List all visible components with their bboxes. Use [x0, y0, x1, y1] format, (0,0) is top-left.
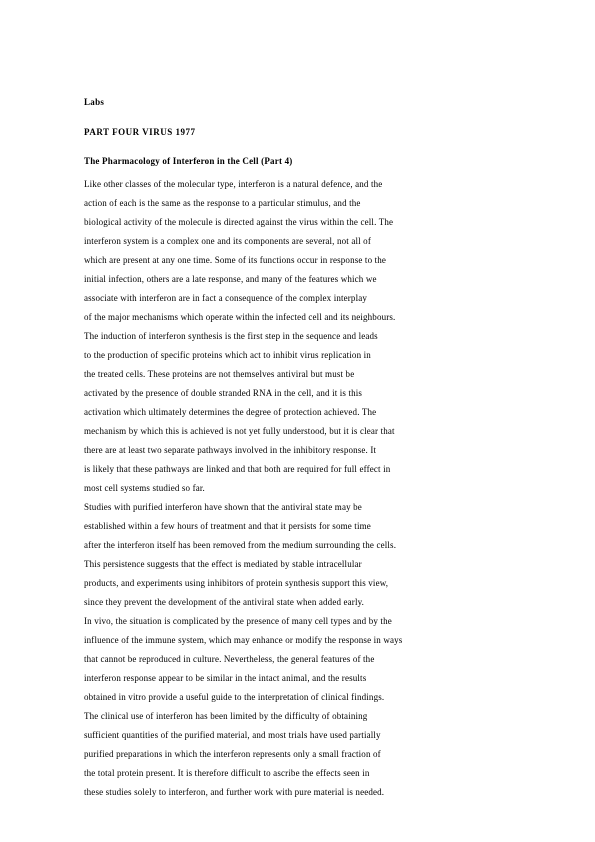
body-text-line: This persistence suggests that the effect is mediated by stable intracellular: [84, 559, 362, 569]
body-text-line: activated by the presence of double stranded RNA in the cell, and it is this: [84, 388, 363, 398]
document-label: Labs: [84, 97, 105, 107]
body-text-line: the total protein present. It is therefore difficult to ascribe the effects seen in: [84, 768, 370, 778]
body-text-line: there are at least two separate pathways involved in the inhibitory response. It: [84, 445, 377, 455]
body-text-line: initial infection, others are a late response, and many of the features which we: [84, 274, 377, 284]
body-text-line: The induction of interferon synthesis is the first step in the sequence and leads: [84, 331, 378, 341]
body-text-line: after the interferon itself has been removed from the medium surrounding the cells.: [84, 540, 397, 550]
body-text-line: is likely that these pathways are linked and that both are required for full effect in: [84, 464, 391, 474]
body-text-line: mechanism by which this is achieved is not yet fully understood, but it is clear that: [84, 426, 395, 436]
body-text-line: products, and experiments using inhibitors of protein synthesis support this view,: [84, 578, 389, 588]
body-text-line: interferon response appear to be similar in the intact animal, and the results: [84, 673, 367, 683]
body-text-line: action of each is the same as the response to a particular stimulus, and the: [84, 198, 361, 208]
body-text-line: since they prevent the development of the antiviral state when added early.: [84, 597, 365, 607]
body-text-line: activation which ultimately determines the degree of protection achieved. The: [84, 407, 377, 417]
body-text-line: most cell systems studied so far.: [84, 483, 205, 493]
body-text-line: associate with interferon are in fact a consequence of the complex interplay: [84, 293, 368, 303]
body-text-line: of the major mechanisms which operate within the infected cell and its neighbours.: [84, 312, 396, 322]
body-text-line: sufficient quantities of the purified material, and most trials have used partially: [84, 730, 381, 740]
body-text-line: Like other classes of the molecular type, interferon is a natural defence, and the: [84, 179, 383, 189]
body-text-line: influence of the immune system, which may enhance or modify the response in ways: [84, 635, 403, 645]
body-text-line: established within a few hours of treatment and that it persists for some time: [84, 521, 371, 531]
body-text-line: purified preparations in which the interferon represents only a small fraction of: [84, 749, 381, 759]
section-heading: The Pharmacology of Interferon in the Cell (Part 4): [84, 156, 293, 166]
document-subtitle: PART FOUR VIRUS 1977: [84, 127, 196, 137]
body-text-line: Studies with purified interferon have shown that the antiviral state may be: [84, 502, 362, 512]
body-text-line: interferon system is a complex one and its components are several, not all of: [84, 236, 371, 246]
body-text-line: the treated cells. These proteins are not themselves antiviral but must be: [84, 369, 355, 379]
body-text-line: that cannot be reproduced in culture. Nevertheless, the general features of the: [84, 654, 375, 664]
document-body: [84, 175, 514, 802]
body-text-line: In vivo, the situation is complicated by the presence of many cell types and by the: [84, 616, 392, 626]
body-text-line: obtained in vitro provide a useful guide to the interpretation of clinical findings.: [84, 692, 385, 702]
body-text-line: these studies solely to interferon, and further work with pure material is needed.: [84, 787, 385, 797]
body-text-line: The clinical use of interferon has been limited by the difficulty of obtaining: [84, 711, 368, 721]
body-text-line: biological activity of the molecule is directed against the virus within the cell. The: [84, 217, 394, 227]
body-text-line: to the production of specific proteins which act to inhibit virus replication in: [84, 350, 371, 360]
body-text-line: which are present at any one time. Some of its functions occur in response to the: [84, 255, 387, 265]
